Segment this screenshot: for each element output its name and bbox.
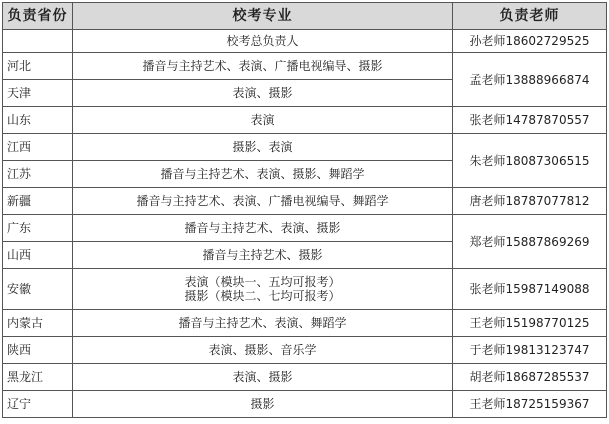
major-cell: 摄影、表演 [73,134,453,161]
major-cell: 表演 [73,107,453,134]
table-row [3,53,607,80]
header-major: 校考专业 [73,3,453,30]
teacher-cell: 朱老师18087306515 [453,134,607,188]
header-teacher: 负责老师 [453,3,607,30]
province-cell: 江苏 [3,161,73,188]
major-cell: 播音与主持艺术、摄影 [73,242,453,269]
teacher-cell: 张老师15987149088 [453,269,607,310]
table-row [3,134,607,161]
table-row [3,107,607,134]
province-cell: 山西 [3,242,73,269]
province-cell: 天津 [3,80,73,107]
teacher-cell: 王老师18725159367 [453,391,607,418]
province-cell: 山东 [3,107,73,134]
teacher-cell: 于老师19813123747 [453,337,607,364]
province-cell: 黑龙江 [3,364,73,391]
teacher-cell: 孟老师13888966874 [453,53,607,107]
province-cell: 安徽 [3,269,73,310]
major-cell: 表演、摄影 [73,80,453,107]
major-cell [73,269,453,310]
teacher-cell: 王老师15198770125 [453,310,607,337]
teacher-cell: 郑老师15887869269 [453,215,607,269]
table-header-row [3,3,607,30]
table-row [3,391,607,418]
province-cell: 辽宁 [3,391,73,418]
major-cell: 播音与主持艺术、表演、广播电视编导、舞蹈学 [73,188,453,215]
province-cell: 河北 [3,53,73,80]
teacher-cell: 胡老师18687285537 [453,364,607,391]
province-cell: 广东 [3,215,73,242]
province-cell: 江西 [3,134,73,161]
major-cell: 摄影 [73,391,453,418]
province-cell: 内蒙古 [3,310,73,337]
table-row [3,30,607,53]
province-cell: 新疆 [3,188,73,215]
major-line: 摄影（模块二、七均可报考） [184,289,341,303]
table-row [3,337,607,364]
province-cell: 陕西 [3,337,73,364]
major-line: 表演（模块一、五均可报考） [184,275,341,289]
header-province: 负责省份 [3,3,73,30]
table-row [3,364,607,391]
major-cell: 播音与主持艺术、表演、广播电视编导、摄影 [73,53,453,80]
table-row [3,310,607,337]
major-cell: 播音与主持艺术、表演、摄影、舞蹈学 [73,161,453,188]
major-cell: 播音与主持艺术、表演、舞蹈学 [73,310,453,337]
major-cell: 播音与主持艺术、表演、摄影 [73,215,453,242]
teacher-assignment-table [2,2,607,418]
table-row [3,188,607,215]
province-cell [3,30,73,53]
table-row [3,269,607,310]
teacher-cell: 张老师14787870557 [453,107,607,134]
teacher-cell: 唐老师18787077812 [453,188,607,215]
table-row [3,215,607,242]
major-cell: 表演、摄影、音乐学 [73,337,453,364]
major-cell: 表演、摄影 [73,364,453,391]
major-cell: 校考总负责人 [73,30,453,53]
teacher-cell: 孙老师18602729525 [453,30,607,53]
